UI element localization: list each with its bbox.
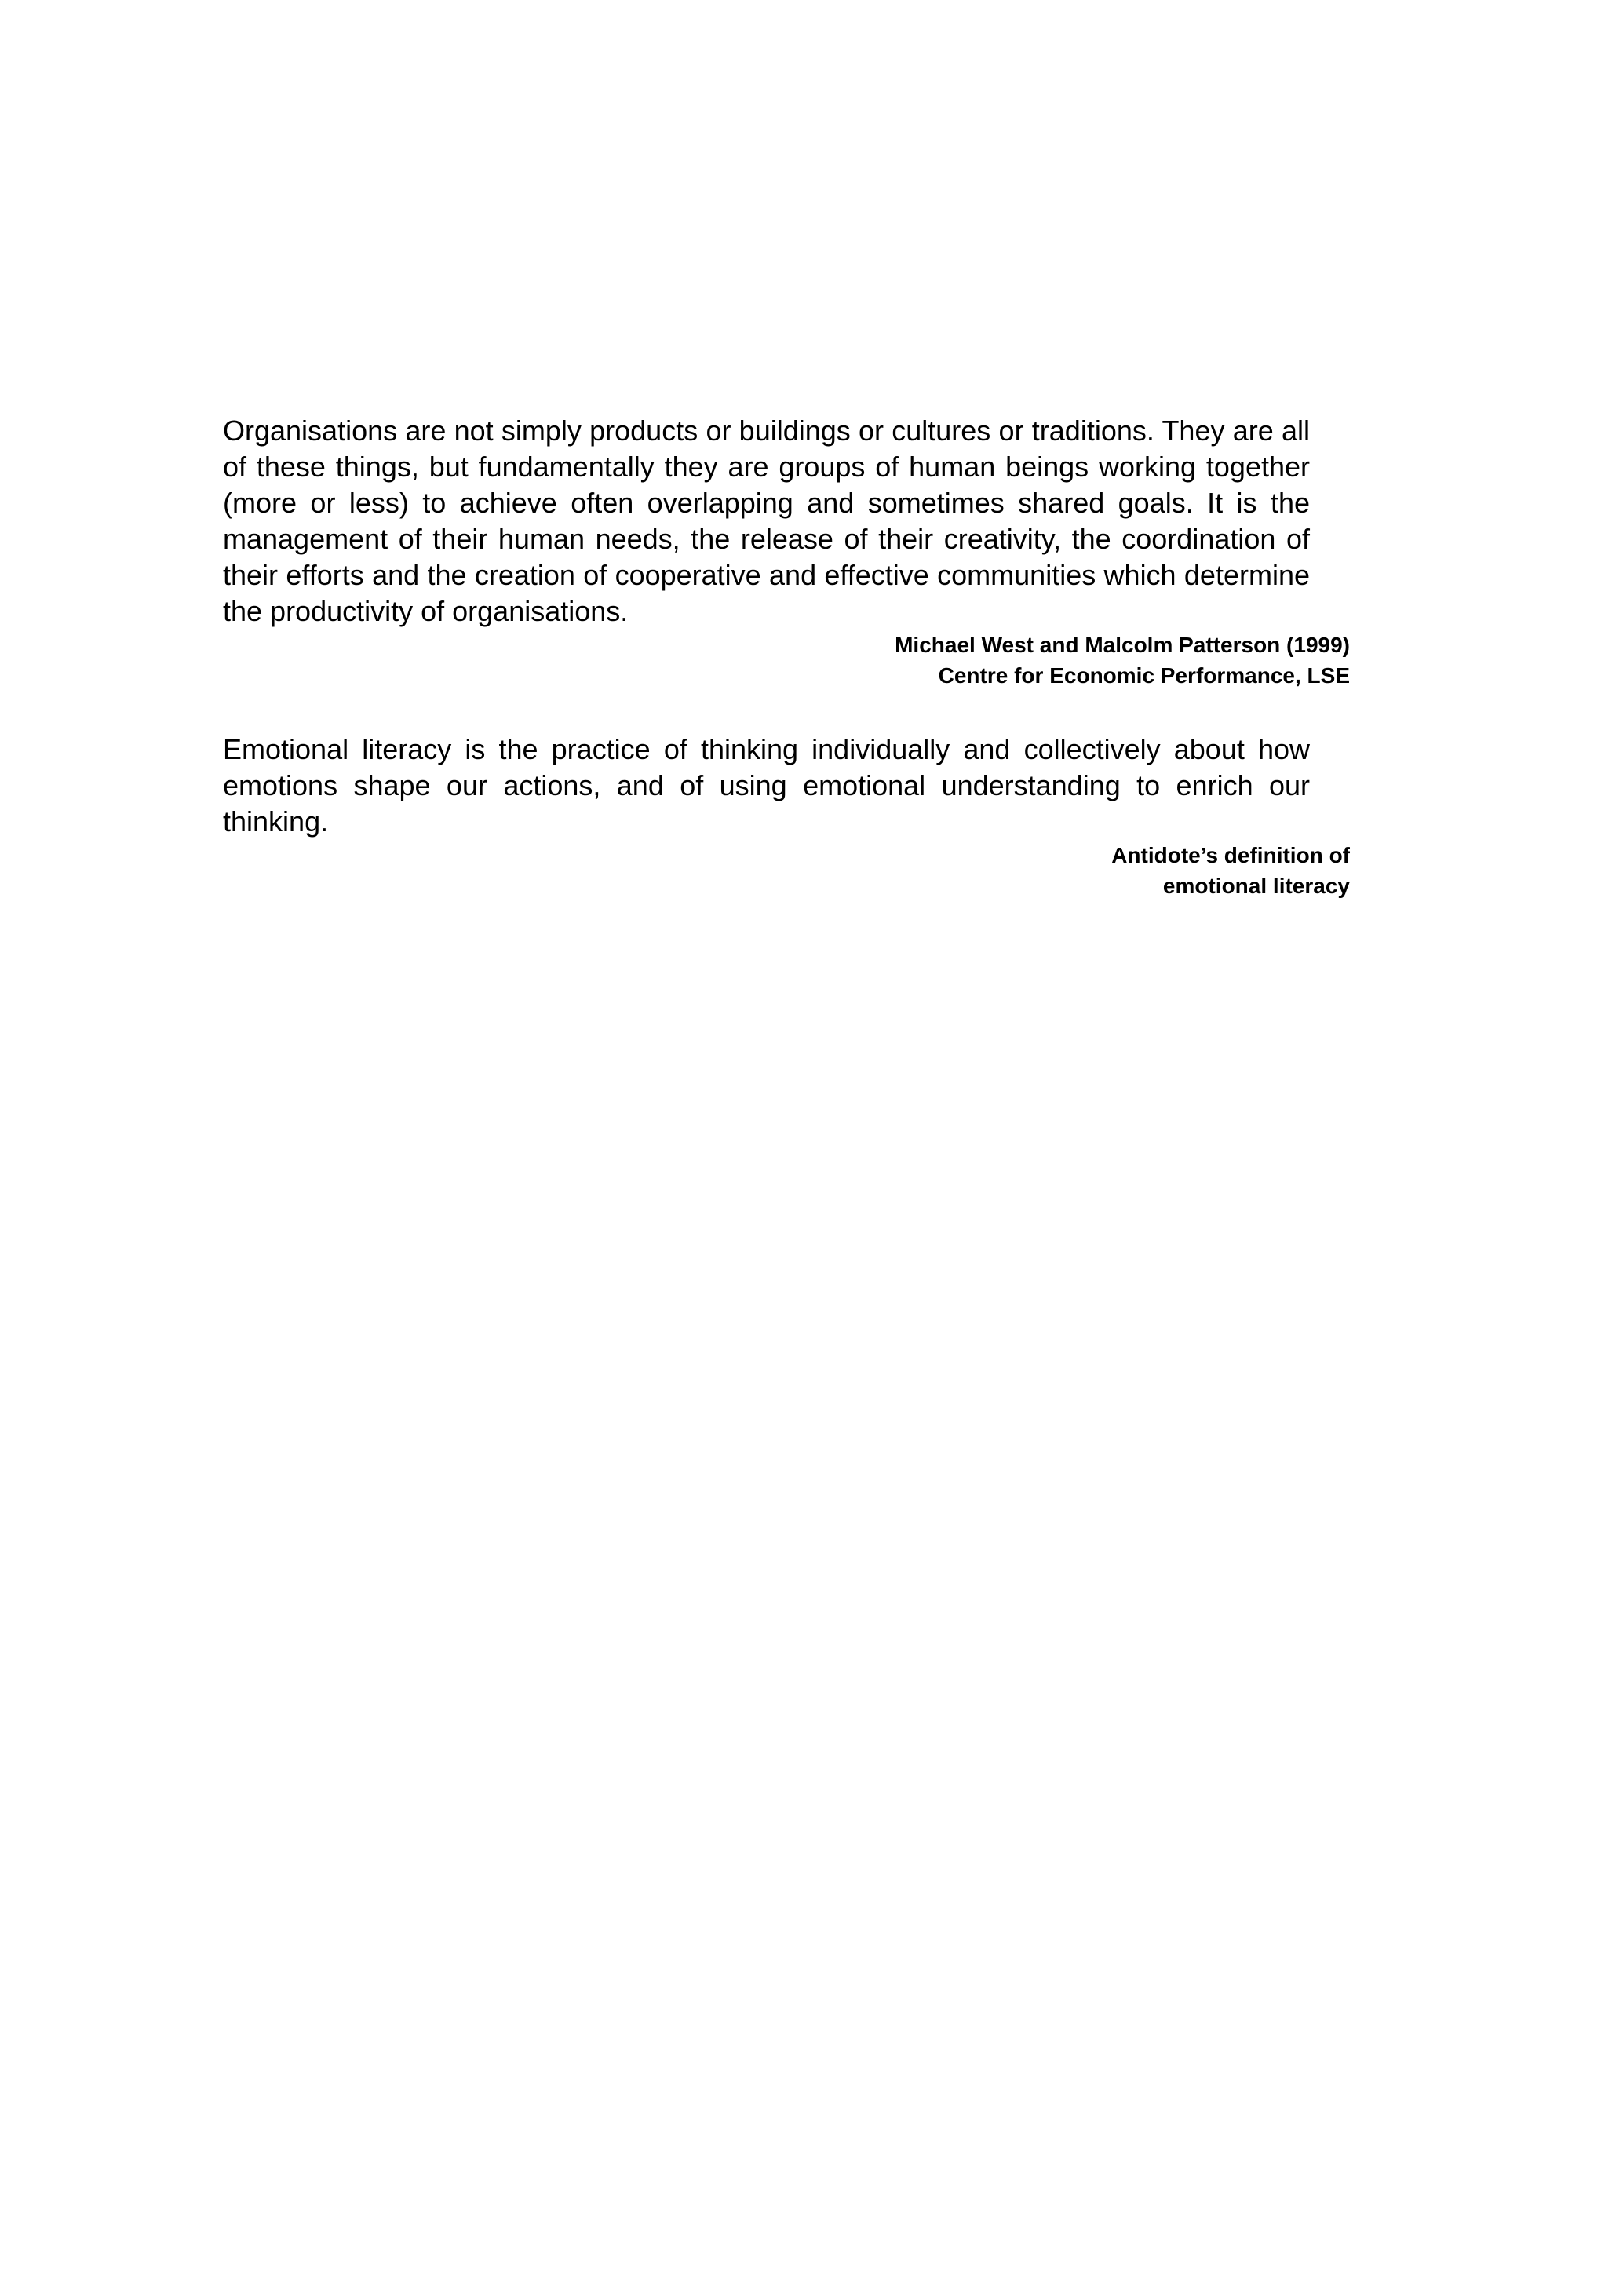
quote-block-organisations	[223, 413, 1350, 691]
quote-text: Emotional literacy is the practice of thinking individually and collectively about how emotions shape our actions, and of using emotional understanding to enrich our thinking.	[223, 733, 1310, 838]
attribution-author: Antidote’s definition of	[1111, 843, 1350, 867]
quote-attribution	[223, 840, 1350, 901]
quote-attribution	[223, 630, 1350, 691]
quote-block-emotional-literacy	[223, 732, 1350, 901]
quote-text: Organisations are not simply products or buildings or cultures or traditions. They are all of these things, but fundamentally they are groups of human beings working together (more or less) to achieve often overlapping and sometimes shared goals. It is the management of their human needs, the release of their creativity, the coordination of their efforts and the creation of cooperative and effective communities which determine the productivity of organisations.	[223, 414, 1310, 627]
attribution-source: Centre for Economic Performance, LSE	[938, 663, 1350, 688]
attribution-source: emotional literacy	[1162, 874, 1350, 898]
attribution-author: Michael West and Malcolm Patterson (1999)	[895, 633, 1350, 657]
